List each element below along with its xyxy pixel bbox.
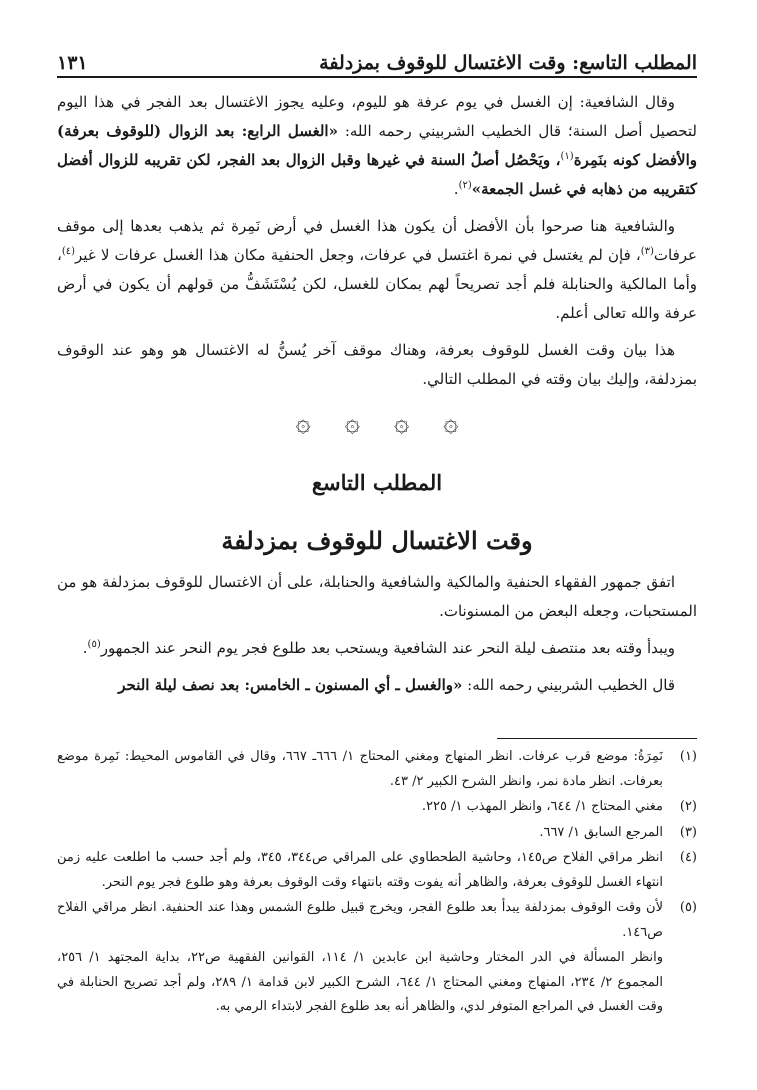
punctuation: . (453, 180, 459, 198)
footnote-number: (٤) (679, 850, 697, 865)
paragraph-transition (57, 336, 697, 394)
paragraph-text: ويبدأ وقته بعد منتصف ليلة النحر عند الشافعية ويستحب بعد طلوع فجر يوم النحر عند الجمهور (100, 639, 675, 657)
footnote-ref-2[interactable]: (٢) (458, 180, 472, 191)
quotation: «الغسل الرابع: بعد الزوال (للوقوف بعرفة) والأفضل كونه بنَمِرة (57, 122, 697, 169)
footnote-ref-4[interactable]: (٤) (61, 246, 76, 257)
paragraph-quote-start (57, 671, 697, 700)
flower-ornament-icon: ۞ (344, 408, 360, 438)
punctuation: . (82, 639, 88, 657)
footnote-number: (٥) (679, 900, 697, 915)
paragraph-text: ، وأما المالكية والحنابلة فلم أجد تصريحاً لهم بمكان للغسل، لكن يُسْتَشَفُّ من قولهم أن يكون في أرض عرفة والله تعالى أعلم. (57, 246, 697, 322)
footnote-text: وانظر المسألة في الدر المختار وحاشية ابن عابدين ١/ ١١٤، القوانين الفقهية ص٢٢، بداية المجتهد ١/ ٢٥٦، المجموع ٢/ ٢٣٤، المنهاج ومغني المحتاج ١/ ٦٤٤، الشرح الكبير لابن قدامة ١/ ٢٨٩، ولم أجد تصريح الحنابلة في وقت الغسل في المراجع المتوفر لدي، والظاهر أنه بعد طلوع الفجر لابتداء الرمي به. (57, 950, 664, 1014)
footnote-divider (497, 738, 697, 739)
quotation: ، ويَحْصُل أصلُ السنة في غيرها وقبل الزوال بعد الفجر، لكن تقريبه للزوال أفضل كتقريبه من ذهابه في غسل الجمعة» (57, 151, 697, 198)
flower-ornament-icon: ۞ (295, 408, 311, 438)
footnote-number: (٢) (679, 799, 697, 814)
flower-ornament-icon: ۞ (394, 408, 410, 438)
header-divider (57, 76, 697, 78)
flower-ornament-icon: ۞ (443, 408, 459, 438)
footnotes (57, 745, 697, 1021)
footnote-text: نَمِرَةُ: موضع قرب عرفات. انظر المنهاج ومغني المحتاج ١/ ٦٦٦ـ ٦٦٧، وقال في القاموس المحيط: نَمِرة موضع بعرفات. انظر مادة نمر، وانظر الشرح الكبير ٢/ ٤٣. (57, 749, 663, 789)
footnote (57, 821, 697, 846)
footnote (57, 795, 697, 820)
page-number: ١٣١ (57, 52, 88, 74)
paragraph-text: قال الخطيب الشربيني رحمه الله: (462, 676, 675, 694)
header-title: المطلب التاسع: وقت الاغتسال للوقوف بمزدلفة (319, 52, 697, 74)
section-label: المطلب التاسع (311, 470, 443, 495)
footnote-text: مغني المحتاج ١/ ٦٤٤، وانظر المهذب ١/ ٢٢٥. (421, 799, 663, 814)
paragraph-location (57, 212, 697, 328)
paragraph-text: والشافعية هنا صرحوا بأن الأفضل أن يكون هذا الغسل في أرض نَمِرة ثم يذهب بعدها إلى موقف عرفات (57, 217, 697, 264)
footnote (57, 896, 697, 945)
footnote-number: (١) (679, 749, 697, 764)
section-title: وقت الاغتسال للوقوف بمزدلفة (221, 526, 533, 555)
footnote-ref-3[interactable]: (٣) (640, 246, 654, 257)
footnote-ref-1[interactable]: (١) (560, 151, 574, 162)
section-divider-ornaments (57, 408, 697, 438)
paragraph-text: هذا بيان وقت الغسل للوقوف بعرفة، وهناك موقف آخر يُسنُّ له الاغتسال هو وهو عند الوقوف بمزدلفة، وإليك بيان وقته في المطلب التالي. (57, 341, 697, 388)
paragraph-timing (57, 634, 697, 663)
footnote-text: انظر مراقي الفلاح ص١٤٥، وحاشية الطحطاوي على المراقي ص٣٤٤، ٣٤٥، ولم أجد حسب ما اطلعت عليه زمن انتهاء الغسل للوقوف بعرفة، والظاهر أنه يفوت وقته بانتهاء وقت الوقوف بعرفة وهو طلوع فجر يوم النحر. (57, 850, 663, 890)
footnote-ref-5[interactable]: (٥) (87, 639, 101, 650)
footnote-text: المرجع السابق ١/ ٦٦٧. (539, 824, 663, 840)
paragraph-shafii-opinion (57, 88, 697, 204)
paragraph-text: اتفق جمهور الفقهاء الحنفية والمالكية والشافعية والحنابلة، على أن الاغتسال للوقوف بمزدلفة هو من المستحبات، وجعله البعض من المسنونات. (57, 573, 697, 620)
main-text-lower (57, 568, 697, 708)
paragraph-text: وقال الشافعية: إن الغسل في يوم عرفة هو لليوم، وعليه يجوز الاغتسال بعد الفجر في هذا اليوم لتحصيل أصل السنة؛ قال الخطيب الشربيني رحمه الله: (57, 93, 697, 140)
paragraph-consensus (57, 568, 697, 626)
footnote-number: (٣) (679, 824, 697, 840)
running-header (57, 40, 697, 74)
quotation: «والغسل ـ أي المسنون ـ الخامس: بعد نصف ليلة النحر (118, 676, 463, 694)
footnote (57, 745, 697, 794)
footnote-continuation (57, 946, 697, 1020)
footnote (57, 846, 697, 895)
footnote-text: لأن وقت الوقوف بمزدلفة يبدأ بعد طلوع الفجر، ويخرج قبيل طلوع الشمس وهذا عند الحنفية. انظر مراقي الفلاح ص١٤٦. (57, 900, 663, 940)
main-text-upper (57, 88, 697, 402)
paragraph-text: ، فإن لم يغتسل في نمرة اغتسل في عرفات، وجعل الحنفية مكان هذا الغسل عرفات لا غير (75, 246, 641, 264)
